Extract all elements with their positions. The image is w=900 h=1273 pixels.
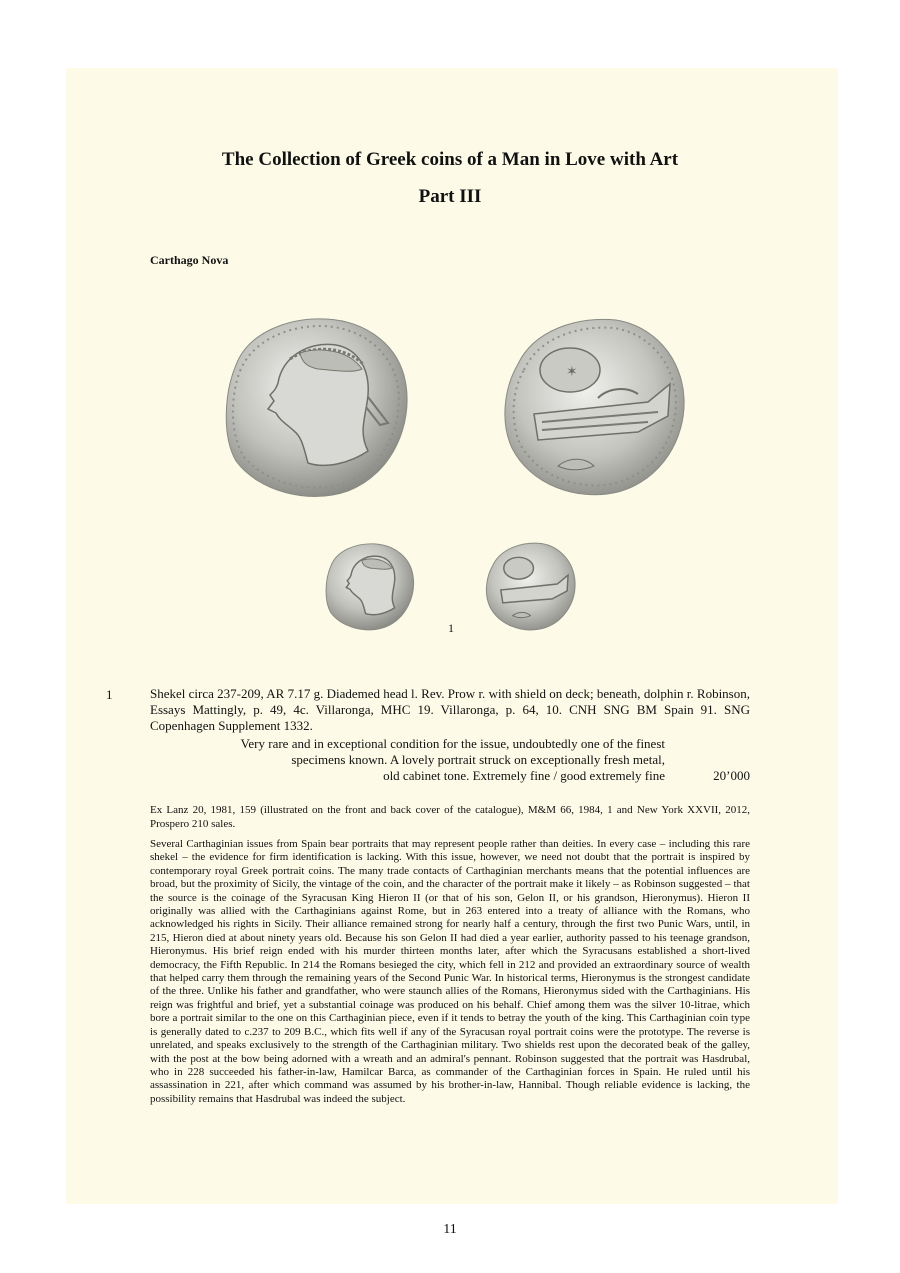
- svg-text:✶: ✶: [566, 364, 578, 380]
- page-subtitle: Part III: [418, 186, 482, 207]
- lot-description: Shekel circa 237-209, AR 7.17 g. Diademed head l. Rev. Prow r. with shield on deck; beneath, dolphin r. Robinson, Essays Mattingly, p. 49, 4c. Villaronga, MHC 19. Villaronga, p. 64, 10. CNH SNG BM Spain 91. SNG Copenhagen Supplement 1332.: [150, 686, 750, 733]
- coin-reverse-large: [498, 314, 688, 498]
- lot-provenance: Ex Lanz 20, 1981, 159 (illustrated on the front and back cover of the catalogue), M&M 66, 1984, 1 and New York XXVII, 2012, Prospero 210 sales.: [150, 804, 750, 830]
- coin-obverse-small: [322, 541, 416, 631]
- page-title: The Collection of Greek coins of a Man in Love with Art: [221, 149, 679, 170]
- coin-obverse-large: [218, 313, 412, 499]
- lot-condition-line: specimens known. A lovely portrait struck on exceptionally fresh metal,: [291, 752, 665, 767]
- lot-condition-line: Very rare and in exceptional condition for the issue, undoubtedly one of the finest: [240, 736, 665, 751]
- lot-number: 1: [106, 687, 113, 702]
- lot-estimate: 20’000: [713, 768, 750, 783]
- lot-condition-line: old cabinet tone. Extremely fine / good extremely fine: [383, 768, 665, 783]
- lot-image-label: 1: [448, 621, 454, 635]
- page-number: 11: [443, 1222, 457, 1237]
- section-heading: Carthago Nova: [150, 253, 229, 267]
- lot-essay: Several Carthaginian issues from Spain bear portraits that may represent people rather than deities. In every case – including this rare shekel – the evidence for firm identification is lacking. With this issue, however, we need not doubt that the portrait is inspired by contemporary royal Greek portrait coins. The many trade contacts of Carthaginian merchants means that the potential influences are broad, but the proximity of Sicily, the vintage of the coin, and the character of the portrait make it likely – as Robinson suggested – that the source is the coinage of the Syracusan King Hieron II (or that of his son, Gelon II, or his grandson, Hieronymus). Hieron II originally was allied with the Carthaginians against Rome, but in 263 entered into a treaty of alliance with the Romans, who acknowledged his rights in Sicily. Their alliance remained strong for nearly half a century, through the first two Punic Wars, until, in 215, Hieron died at about ninety years old. Because his son Gelon II had died a year earlier, authority passed to his teenage grandson, Hieronymus. His brief reign ended with his murder thirteen months later, after which the Syracusans established a short-lived democracy, the Fifth Republic. In 214 the Romans besieged the city, which fell in 212 and provided an extraordinary source of wealth that helped carry them through the remaining years of the Second Punic War. In historical terms, Hieronymus is the strongest candidate of the three. Unlike his father and grandfather, who were staunch allies of the Romans, Hieronymus sided with the Carthaginians. His reign was frightful and brief, yet a substantial coinage was produced on his behalf. Chief among them was the silver 10-litrae, which bore a portrait similar to the one on this Carthaginian piece, even if it tends to betray the youth of the king. This Carthaginian coin type is generally dated to c.237 to 209 B.C., which fits well if any of the Syracusan royal portrait coins were the prototype. The reverse is unrelated, and speaks exclusively to the strength of the Carthaginian military. Two shields rest upon the decorated beak of the galley, with the post at the bow being adorned with a wreath and an admiral's pennant. Robinson suggested that the portrait was Hasdrubal, who in 228 succeeded his father-in-law, Hamilcar Barca, as commander of the Carthaginian forces in Spain. He ruled until his assassination in 221, after which command was assumed by his brother-in-law, Hannibal. Though reliable evidence is lacking, the possibility remains that Hasdrubal was indeed the subject.: [150, 838, 750, 1105]
- coin-reverse-small: [483, 540, 577, 632]
